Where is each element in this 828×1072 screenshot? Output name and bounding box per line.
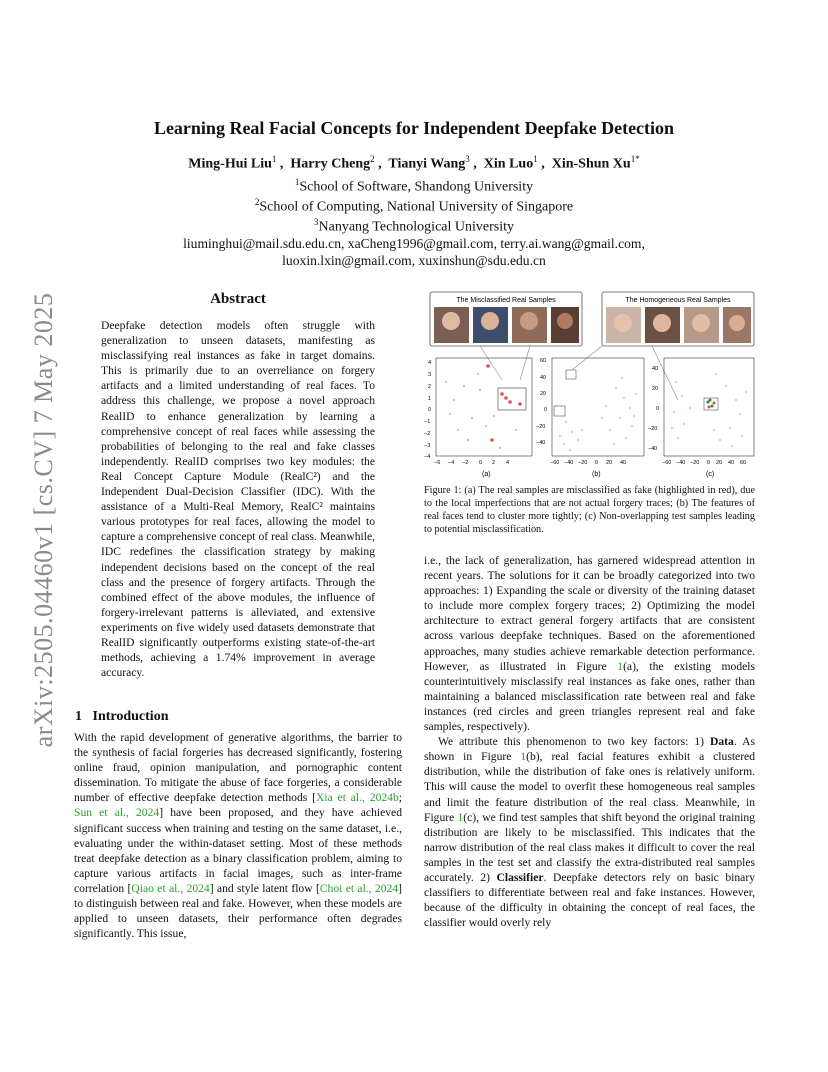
svg-text:2: 2 — [492, 460, 496, 466]
citation-link[interactable]: Qiao et al., 2024 — [131, 881, 210, 895]
svg-text:40: 40 — [540, 375, 547, 381]
svg-text:40: 40 — [620, 460, 627, 466]
svg-text:20: 20 — [652, 386, 659, 392]
figure-1-graphic — [420, 290, 760, 480]
arxiv-id: arXiv:2505.04460v1 [cs.CV] 7 May 2025 — [29, 292, 58, 748]
svg-text:0: 0 — [656, 406, 660, 412]
svg-text:4: 4 — [428, 360, 432, 366]
figure-reference[interactable]: 1 — [617, 659, 624, 673]
face-thumbnails-left — [434, 307, 579, 343]
svg-text:0: 0 — [595, 460, 599, 466]
scatter-plot-b — [536, 358, 644, 478]
affiliation: $^2$School of Computing, National University of Singapore — [254, 197, 574, 215]
svg-text:20: 20 — [606, 460, 613, 466]
svg-text:−40: −40 — [648, 446, 658, 452]
section-heading: 1 Introduction — [75, 709, 169, 724]
svg-text:20: 20 — [716, 460, 723, 466]
abstract-body: Deepfake detection models often struggle with generalization to unseen datasets, manifesting as misclassifying real instances as fake in target domains. This is primarily due to an overreliance on forgery artifacts and a limited understanding of real faces. To address this challenge, we propose a novel approach RealID to enhance generalization by learning a comprehensive concept of real faces while assessing the probabilities of belonging to the real and fake classes independently. RealID comprises two key modules: the Real Concept Capture Module (RealC²) and the Independent Dual-Decision Classifier (IDC). With the assistance of a Multi-Real Memory, RealC² maintains various prototypes for real faces, allowing the model to capture a comprehensive concept of real class. Meanwhile, IDC redefines the classification strategy by making independent decisions based on the concept of the real class and the presence of forgery artifacts. Through the combined effect of the above modules, the influence of forgery-irrelevant patterns is alleviated, and extensive experiments on five widely used datasets demonstrate that RealID significantly outperforms existing state-of-the-art methods, achieving a 1.74% improvement in average accuracy. — [101, 319, 375, 680]
svg-text:−20: −20 — [578, 460, 588, 466]
figure-caption: Figure 1: (a) The real samples are misclassified as fake (highlighted in red), due to the local imperfections that are not actual forgery traces; (b) The features of real faces tend to cluster more tightly; (c) Non-overlapping test samples leading to potential misclassification. — [424, 485, 755, 535]
author: Harry Cheng — [290, 156, 371, 172]
panel-left-label: The Misclassified Real Samples — [456, 297, 556, 304]
svg-text:20: 20 — [540, 391, 547, 397]
svg-text:3: 3 — [428, 372, 432, 378]
svg-text:−40: −40 — [676, 460, 686, 466]
arxiv-sidebar — [24, 280, 64, 760]
right-column-text: i.e., the lack of generalization, has garnered widespread attention in recent years. The solutions for it can be broadly categorized into two approaches: 1) Expanding the scale or diversity of the training dataset to include more complex forgery traces; 2) Optimizing the model architecture to extract general forgery artifacts that are consistent across various deepfake techniques. Based on the aforementioned approaches, many studies achieve remarkable detection performance. However, as illustrated in Figure 1(a), the existing models counterintuitively misclassify real instances as fake ones, rather than maintaining a balanced misclassification rate between real and fake instances (red circles and green triangles represent real and fake samples, respectively). We attribute this phenomenon to two key factors: 1) Data. As shown in Figure 1(b), real facial features exhibit a clustered distribution, while the distribution of fake ones is relatively uniform. This will cause the model to overfit these homogeneous real samples and limit the feature distribution of the real class. Meanwhile, in Figure 1(c), we find test samples that shift beyond the original training distribution are likely to be misclassified. This indicates that the narrow distribution of the real class makes it difficult to cover the real samples in the test set and classify the extra-distributed real samples accurately. 2) Classifier. Deepfake detectors rely on basic binary classifiers to differentiate between real and fake instances. However, because of the difficulty in obtaining the concept of real faces, the classifier would overly rely — [424, 554, 756, 930]
svg-text:60: 60 — [740, 460, 747, 466]
svg-text:−4: −4 — [424, 454, 431, 460]
svg-text:60: 60 — [540, 358, 547, 364]
author-list: Ming-Hui Liu$^1$ , Harry Cheng$^2$ , Tianyi Wang$^3$ , Xin Luo$^1$ , Xin-Shun $Xu^{1*}$ — [188, 154, 640, 172]
intro-paragraph: With the rapid development of generative algorithms, the barrier to the synthesis of facial forgeries has decreased significantly, fostering online fraud, opinion manipulation, and pornographic content dissemination. To mitigate the abuse of face forgeries, a considerable number of effective deepfake detection methods [Xia et al., 2024b; Sun et al., 2024] have been proposed, and they have achieved significant success when training and testing on the same dataset, i.e., evaluating under the within-dataset setting. Most of these methods treat deepfake detection as a binary classification problem, aiming to capture various artifacts in facial images, such as inter-frame correlation [Qiao et al., 2024] and style latent flow [Choi et al., 2024] to distinguish between real and fake. However, when these models are applied to unseen datasets, their performance often degrades significantly. This issue, — [74, 731, 402, 941]
svg-text:−4: −4 — [448, 460, 455, 466]
email-line: liuminghui@mail.sdu.edu.cn, xaCheng1996@gmail.com, terry.ai.wang@gmail.com, — [183, 236, 645, 251]
svg-text:−40: −40 — [564, 460, 574, 466]
svg-text:40: 40 — [728, 460, 735, 466]
svg-text:0: 0 — [707, 460, 711, 466]
svg-text:−2: −2 — [462, 460, 469, 466]
svg-text:−3: −3 — [424, 443, 431, 449]
figure-reference[interactable]: 1 — [520, 750, 527, 764]
svg-text:−20: −20 — [690, 460, 700, 466]
subfigure-label: (b) — [592, 471, 601, 478]
figure-1 — [420, 290, 760, 480]
email-line: luoxin.lxin@gmail.com, xuxinshun@sdu.edu.cn — [282, 253, 546, 268]
svg-text:4: 4 — [506, 460, 510, 466]
svg-text:1: 1 — [428, 396, 432, 402]
subfigure-label: (a) — [482, 471, 491, 478]
citation-link[interactable]: Xia et al., 2024b — [315, 791, 399, 805]
svg-text:−2: −2 — [424, 431, 431, 437]
svg-text:2: 2 — [428, 384, 432, 390]
author: Xin Luo — [483, 156, 534, 172]
svg-text:0: 0 — [479, 460, 483, 466]
svg-text:−60: −60 — [662, 460, 672, 466]
scatter-plot-c — [648, 358, 754, 478]
svg-text:40: 40 — [652, 366, 659, 372]
svg-text:−1: −1 — [424, 419, 431, 425]
svg-text:−40: −40 — [536, 440, 546, 446]
affiliation: $^3$Nanyang Technological University — [314, 217, 514, 235]
figure-reference[interactable]: 1 — [457, 810, 464, 824]
citation-link[interactable]: Sun et al., 2024 — [74, 806, 160, 820]
affiliation: $^1$School of Software, Shandong University — [294, 177, 534, 195]
author: Ming-Hui Liu — [188, 156, 272, 172]
face-thumbnails-right — [606, 307, 751, 343]
author: Xin-Shun Xu — [551, 156, 631, 172]
svg-text:0: 0 — [544, 407, 548, 413]
author: Tianyi Wang — [388, 156, 466, 172]
svg-text:−20: −20 — [648, 426, 658, 432]
svg-text:−60: −60 — [550, 460, 560, 466]
panel-right-label: The Homogeneous Real Samples — [625, 297, 731, 304]
svg-text:−6: −6 — [434, 460, 441, 466]
subfigure-label: (c) — [706, 471, 715, 478]
abstract-heading: Abstract — [210, 291, 266, 307]
paper-title: Learning Real Facial Concepts for Independent Deepfake Detection — [153, 118, 675, 138]
svg-text:−20: −20 — [536, 424, 546, 430]
citation-link[interactable]: Choi et al., 2024 — [319, 881, 399, 895]
scatter-plot-a — [424, 358, 532, 478]
svg-text:0: 0 — [428, 407, 432, 413]
